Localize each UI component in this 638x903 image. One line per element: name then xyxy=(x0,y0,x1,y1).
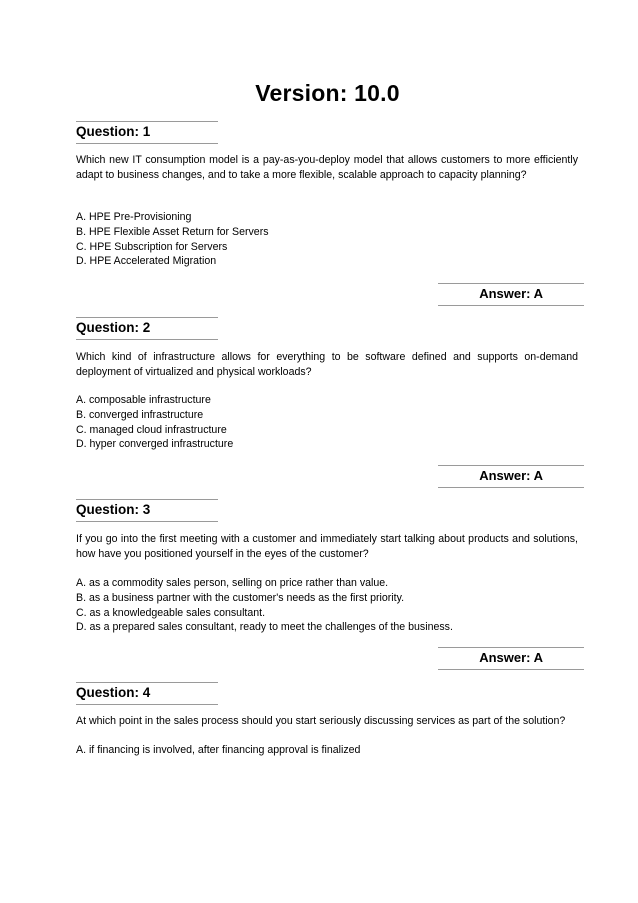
question-4-text: At which point in the sales process should you start seriously discussing services as part of the solution? xyxy=(76,715,566,727)
question-3-header: Question: 3 xyxy=(76,500,218,518)
option-d: D. as a prepared sales consultant, ready to meet the challenges of the business. xyxy=(76,621,453,634)
option-c: C. managed cloud infrastructure xyxy=(76,423,227,436)
question-1-text: Which new IT consumption model is a pay-as-you-deploy model that allows customers to more efficiently adapt to business changes, and to take a more flexible, scalable approach to capacity planning? xyxy=(76,154,578,181)
option-a: A. composable infrastructure xyxy=(76,394,211,406)
question-1-options xyxy=(76,210,586,269)
option-d: D. hyper converged infrastructure xyxy=(76,438,234,451)
option-b: B. converged infrastructure xyxy=(76,408,204,421)
question-1-answer xyxy=(438,284,584,303)
question-2-text: Which kind of infrastructure allows for everything to be software defined and supports on-demand deployment of virtualized and physical workloads? xyxy=(76,351,578,378)
answer-label: Answer: A xyxy=(479,468,543,483)
question-2-header: Question: 2 xyxy=(76,318,218,336)
option-b: B. HPE Flexible Asset Return for Servers xyxy=(76,225,269,238)
option-c: C. HPE Subscription for Servers xyxy=(76,240,228,253)
question-2-answer xyxy=(438,466,584,485)
question-1-header: Question: 1 xyxy=(76,122,218,140)
answer-label: Answer: A xyxy=(479,650,543,665)
option-a: A. HPE Pre-Provisioning xyxy=(76,211,192,223)
option-a: A. as a commodity sales person, selling on price rather than value. xyxy=(76,577,389,589)
answer-label: Answer: A xyxy=(479,286,543,301)
option-d: D. HPE Accelerated Migration xyxy=(76,255,217,268)
question-3-answer xyxy=(438,648,584,667)
version-title: Version: 10.0 xyxy=(255,80,400,106)
question-4-header: Question: 4 xyxy=(76,683,218,701)
option-b: B. as a business partner with the customer's needs as the first priority. xyxy=(76,591,405,604)
question-2-options xyxy=(76,393,586,452)
option-a: A. if financing is involved, after financing approval is finalized xyxy=(76,744,361,756)
question-4-options xyxy=(76,743,586,758)
question-3-options xyxy=(76,576,586,635)
question-3-text: If you go into the first meeting with a customer and immediately start talking about products and solutions, how have you positioned yourself in the eyes of the customer? xyxy=(76,533,578,560)
option-c: C. as a knowledgeable sales consultant. xyxy=(76,606,266,619)
